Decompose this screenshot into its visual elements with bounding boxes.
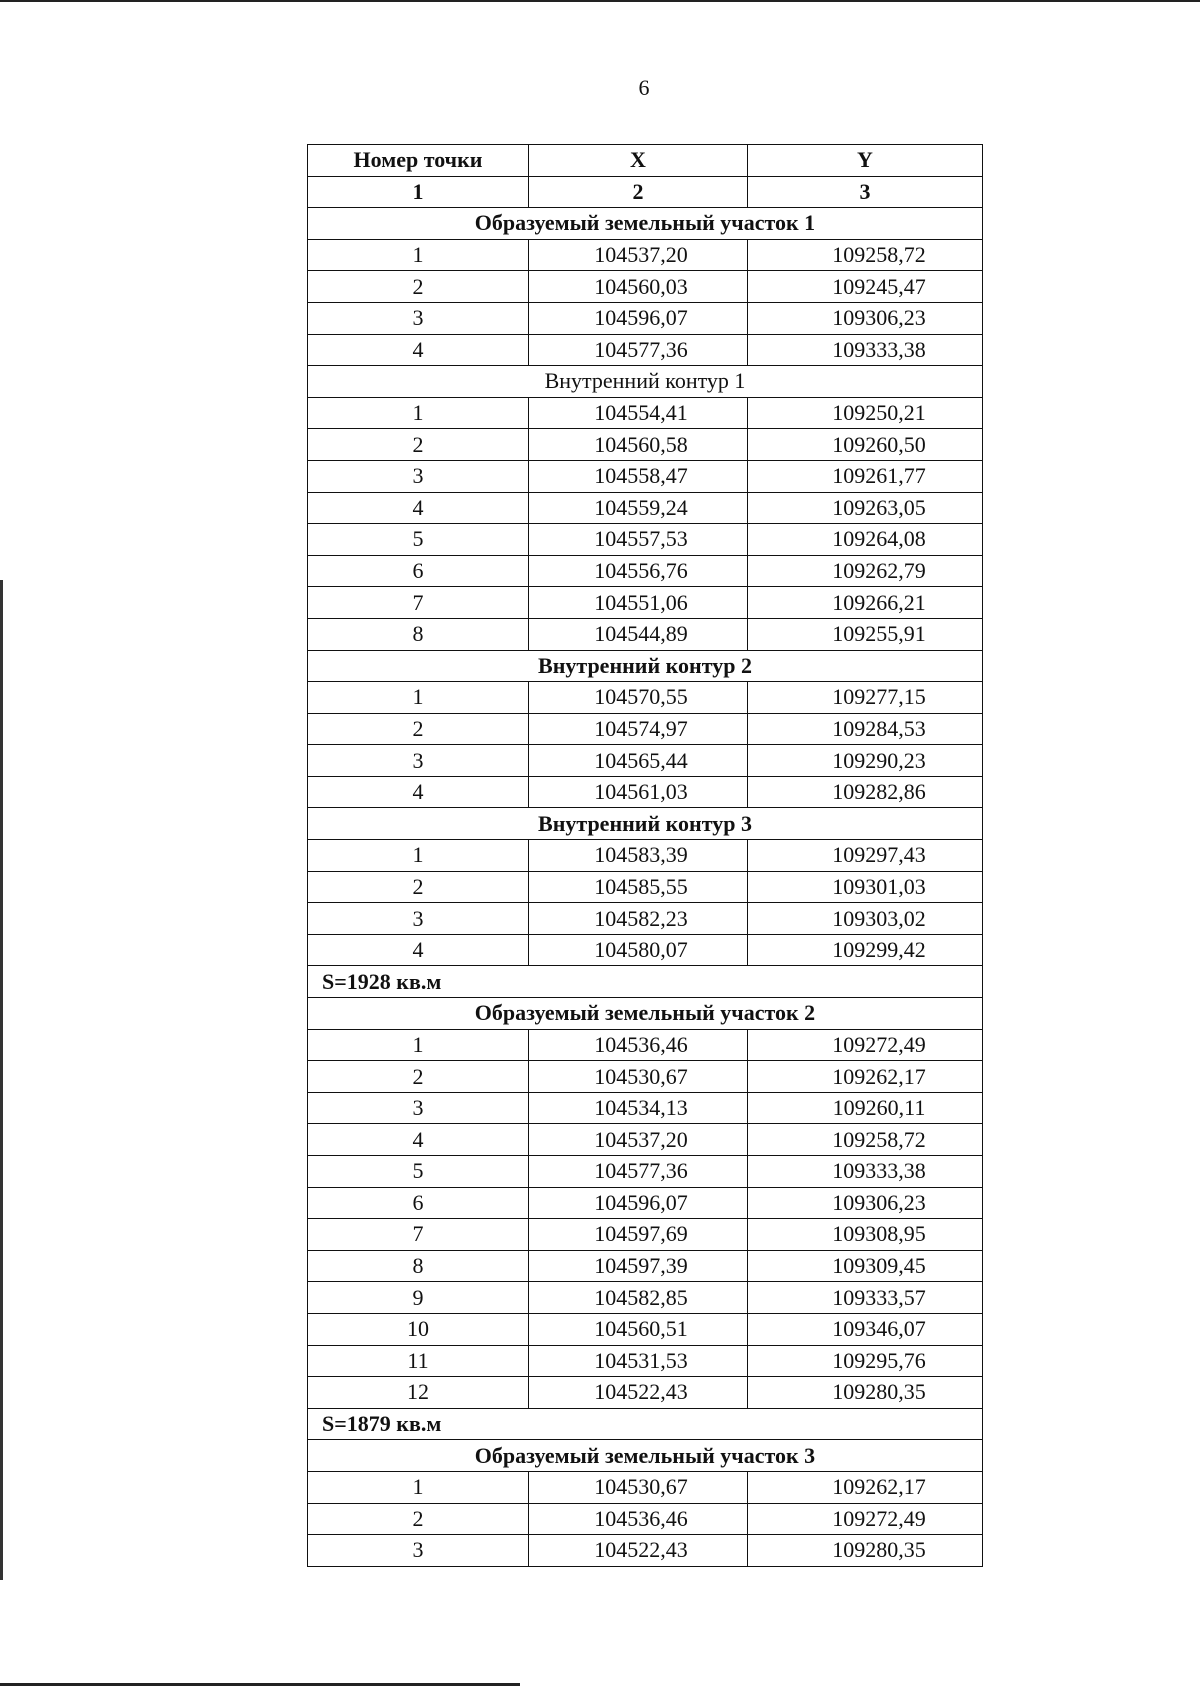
- point-number-cell: 6: [308, 555, 529, 587]
- x-coordinate-cell: 104561,03: [529, 776, 748, 808]
- y-coordinate-cell: 109258,72: [748, 1124, 983, 1156]
- point-number-cell: 3: [308, 460, 529, 492]
- x-coordinate-cell: 104582,23: [529, 903, 748, 935]
- y-coordinate-cell: 109262,79: [748, 555, 983, 587]
- area-row: [308, 1408, 983, 1440]
- x-coordinate-cell: 104551,06: [529, 587, 748, 619]
- point-number-cell: 1: [308, 397, 529, 429]
- point-number-cell: 2: [308, 1503, 529, 1535]
- x-coordinate-cell: 104582,85: [529, 1282, 748, 1314]
- y-coordinate-cell: 109260,50: [748, 429, 983, 461]
- y-coordinate-cell: 109301,03: [748, 871, 983, 903]
- y-coordinate-cell: 109258,72: [748, 239, 983, 271]
- point-number-cell: 10: [308, 1313, 529, 1345]
- y-coordinate-cell: 109333,57: [748, 1282, 983, 1314]
- x-coordinate-cell: 104536,46: [529, 1503, 748, 1535]
- table-row: [308, 1029, 983, 1061]
- y-coordinate-cell: 109272,49: [748, 1029, 983, 1061]
- point-number-cell: 3: [308, 302, 529, 334]
- table-row: [308, 429, 983, 461]
- point-number-cell: 3: [308, 1535, 529, 1567]
- point-number-cell: 8: [308, 1250, 529, 1282]
- table-row: [308, 682, 983, 714]
- x-coordinate-cell: 104558,47: [529, 460, 748, 492]
- section-title: Внутренний контур 2: [308, 650, 983, 682]
- point-number-cell: 3: [308, 903, 529, 935]
- point-number-cell: 11: [308, 1345, 529, 1377]
- table-row: [308, 713, 983, 745]
- point-number-cell: 7: [308, 1219, 529, 1251]
- point-number-cell: 2: [308, 713, 529, 745]
- point-number-cell: 12: [308, 1377, 529, 1409]
- point-number-cell: 2: [308, 871, 529, 903]
- section-title: Внутренний контур 3: [308, 808, 983, 840]
- table-row: [308, 1219, 983, 1251]
- table-row: [308, 1250, 983, 1282]
- x-coordinate-cell: 104577,36: [529, 1156, 748, 1188]
- x-coordinate-cell: 104574,97: [529, 713, 748, 745]
- y-coordinate-cell: 109262,17: [748, 1471, 983, 1503]
- table-row: [308, 239, 983, 271]
- section-title: Образуемый земельный участок 1: [308, 208, 983, 240]
- point-number-cell: 4: [308, 776, 529, 808]
- table-row: [308, 302, 983, 334]
- x-coordinate-cell: 104534,13: [529, 1092, 748, 1124]
- y-coordinate-cell: 109280,35: [748, 1377, 983, 1409]
- section-row: [308, 208, 983, 240]
- table-row: [308, 934, 983, 966]
- scan-edge-bottom: [0, 1683, 520, 1686]
- point-number-cell: 1: [308, 840, 529, 872]
- x-coordinate-cell: 104583,39: [529, 840, 748, 872]
- y-coordinate-cell: 109245,47: [748, 271, 983, 303]
- y-coordinate-cell: 109290,23: [748, 745, 983, 777]
- y-coordinate-cell: 109306,23: [748, 302, 983, 334]
- table-row: [308, 776, 983, 808]
- point-number-cell: 3: [308, 1092, 529, 1124]
- x-coordinate-cell: 104585,55: [529, 871, 748, 903]
- table-row: [308, 1282, 983, 1314]
- column-number-1: 1: [308, 176, 529, 208]
- x-coordinate-cell: 104580,07: [529, 934, 748, 966]
- section-row: [308, 1440, 983, 1472]
- table-row: [308, 555, 983, 587]
- point-number-cell: 7: [308, 587, 529, 619]
- x-coordinate-cell: 104522,43: [529, 1535, 748, 1567]
- table-row: [308, 1503, 983, 1535]
- table-row: [308, 1535, 983, 1567]
- x-coordinate-cell: 104537,20: [529, 1124, 748, 1156]
- header-point-number: Номер точки: [308, 145, 529, 177]
- point-number-cell: 5: [308, 1156, 529, 1188]
- y-coordinate-cell: 109255,91: [748, 618, 983, 650]
- x-coordinate-cell: 104577,36: [529, 334, 748, 366]
- table-row: [308, 397, 983, 429]
- y-coordinate-cell: 109250,21: [748, 397, 983, 429]
- x-coordinate-cell: 104530,67: [529, 1061, 748, 1093]
- area-row: [308, 966, 983, 998]
- x-coordinate-cell: 104565,44: [529, 745, 748, 777]
- scan-edge-top: [0, 0, 1200, 2]
- y-coordinate-cell: 109346,07: [748, 1313, 983, 1345]
- table-row: [308, 1345, 983, 1377]
- point-number-cell: 4: [308, 334, 529, 366]
- x-coordinate-cell: 104596,07: [529, 1187, 748, 1219]
- x-coordinate-cell: 104537,20: [529, 239, 748, 271]
- point-number-cell: 2: [308, 271, 529, 303]
- y-coordinate-cell: 109280,35: [748, 1535, 983, 1567]
- x-coordinate-cell: 104597,69: [529, 1219, 748, 1251]
- y-coordinate-cell: 109262,17: [748, 1061, 983, 1093]
- y-coordinate-cell: 109308,95: [748, 1219, 983, 1251]
- section-title: Образуемый земельный участок 2: [308, 998, 983, 1030]
- table-row: [308, 1471, 983, 1503]
- area-label: S=1928 кв.м: [308, 966, 983, 998]
- x-coordinate-cell: 104560,51: [529, 1313, 748, 1345]
- table-row: [308, 1313, 983, 1345]
- point-number-cell: 4: [308, 1124, 529, 1156]
- x-coordinate-cell: 104522,43: [529, 1377, 748, 1409]
- table-row: [308, 1156, 983, 1188]
- column-number-2: 2: [529, 176, 748, 208]
- section-row: [308, 650, 983, 682]
- point-number-cell: 8: [308, 618, 529, 650]
- point-number-cell: 5: [308, 524, 529, 556]
- y-coordinate-cell: 109284,53: [748, 713, 983, 745]
- x-coordinate-cell: 104596,07: [529, 302, 748, 334]
- table-row: [308, 524, 983, 556]
- x-coordinate-cell: 104531,53: [529, 1345, 748, 1377]
- table-header-row: [308, 145, 983, 177]
- y-coordinate-cell: 109266,21: [748, 587, 983, 619]
- x-coordinate-cell: 104557,53: [529, 524, 748, 556]
- header-y: Y: [748, 145, 983, 177]
- table-row: [308, 587, 983, 619]
- x-coordinate-cell: 104544,89: [529, 618, 748, 650]
- section-row: [308, 998, 983, 1030]
- section-row: [308, 366, 983, 398]
- section-title: Внутренний контур 1: [308, 366, 983, 398]
- column-number-row: [308, 176, 983, 208]
- y-coordinate-cell: 109295,76: [748, 1345, 983, 1377]
- table-row: [308, 903, 983, 935]
- x-coordinate-cell: 104530,67: [529, 1471, 748, 1503]
- y-coordinate-cell: 109306,23: [748, 1187, 983, 1219]
- table-row: [308, 1092, 983, 1124]
- header-x: X: [529, 145, 748, 177]
- table-row: [308, 1061, 983, 1093]
- point-number-cell: 1: [308, 1471, 529, 1503]
- section-row: [308, 808, 983, 840]
- table-row: [308, 460, 983, 492]
- y-coordinate-cell: 109299,42: [748, 934, 983, 966]
- table-row: [308, 271, 983, 303]
- x-coordinate-cell: 104556,76: [529, 555, 748, 587]
- coordinates-table: [307, 144, 983, 1567]
- point-number-cell: 1: [308, 682, 529, 714]
- y-coordinate-cell: 109260,11: [748, 1092, 983, 1124]
- y-coordinate-cell: 109297,43: [748, 840, 983, 872]
- section-title: Образуемый земельный участок 3: [308, 1440, 983, 1472]
- table-row: [308, 1187, 983, 1219]
- y-coordinate-cell: 109309,45: [748, 1250, 983, 1282]
- table-row: [308, 334, 983, 366]
- column-number-3: 3: [748, 176, 983, 208]
- x-coordinate-cell: 104554,41: [529, 397, 748, 429]
- x-coordinate-cell: 104559,24: [529, 492, 748, 524]
- point-number-cell: 6: [308, 1187, 529, 1219]
- y-coordinate-cell: 109333,38: [748, 1156, 983, 1188]
- table-row: [308, 1124, 983, 1156]
- point-number-cell: 3: [308, 745, 529, 777]
- table-row: [308, 840, 983, 872]
- x-coordinate-cell: 104597,39: [529, 1250, 748, 1282]
- point-number-cell: 2: [308, 429, 529, 461]
- x-coordinate-cell: 104570,55: [529, 682, 748, 714]
- table-row: [308, 1377, 983, 1409]
- point-number-cell: 9: [308, 1282, 529, 1314]
- point-number-cell: 2: [308, 1061, 529, 1093]
- y-coordinate-cell: 109272,49: [748, 1503, 983, 1535]
- y-coordinate-cell: 109277,15: [748, 682, 983, 714]
- point-number-cell: 4: [308, 934, 529, 966]
- point-number-cell: 1: [308, 1029, 529, 1061]
- area-label: S=1879 кв.м: [308, 1408, 983, 1440]
- scan-edge-left: [0, 580, 3, 1580]
- table-row: [308, 871, 983, 903]
- y-coordinate-cell: 109263,05: [748, 492, 983, 524]
- table-row: [308, 618, 983, 650]
- y-coordinate-cell: 109333,38: [748, 334, 983, 366]
- y-coordinate-cell: 109261,77: [748, 460, 983, 492]
- page-number: 6: [638, 75, 650, 100]
- point-number-cell: 4: [308, 492, 529, 524]
- table-row: [308, 745, 983, 777]
- x-coordinate-cell: 104536,46: [529, 1029, 748, 1061]
- x-coordinate-cell: 104560,58: [529, 429, 748, 461]
- table-row: [308, 492, 983, 524]
- y-coordinate-cell: 109303,02: [748, 903, 983, 935]
- x-coordinate-cell: 104560,03: [529, 271, 748, 303]
- y-coordinate-cell: 109282,86: [748, 776, 983, 808]
- point-number-cell: 1: [308, 239, 529, 271]
- y-coordinate-cell: 109264,08: [748, 524, 983, 556]
